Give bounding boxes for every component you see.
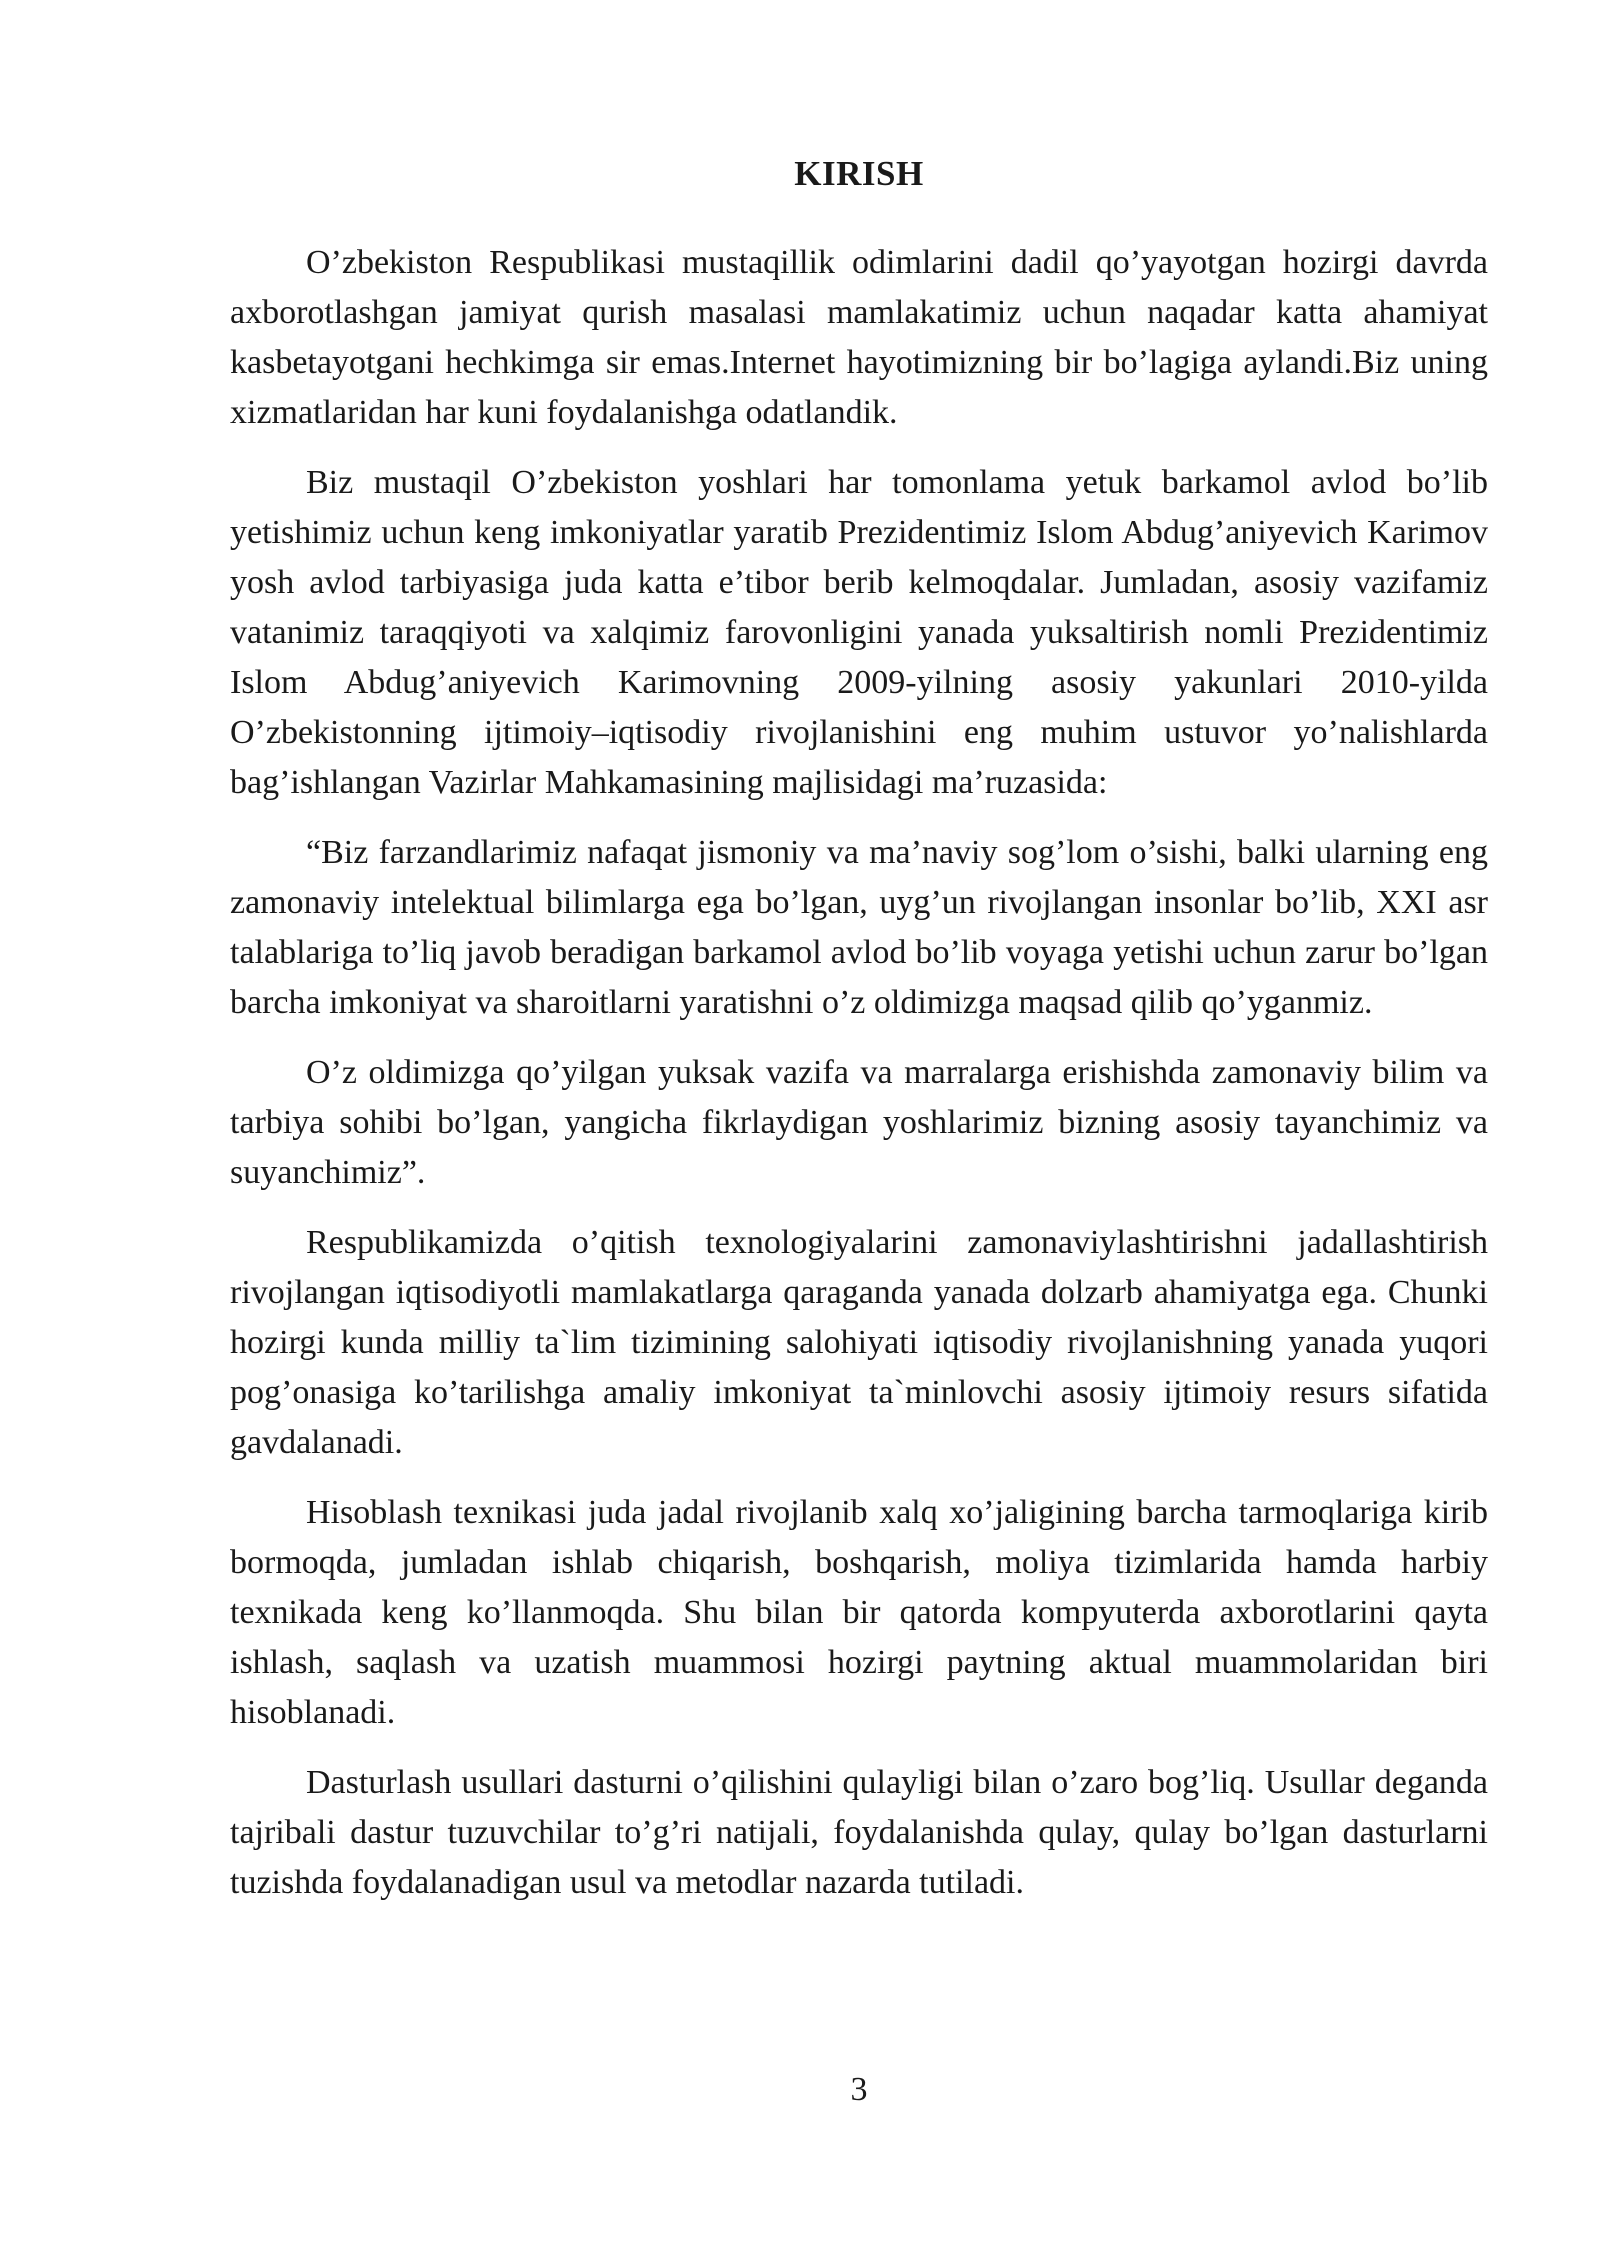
paragraph-7: Dasturlash usullari dasturni o’qilishini qulayligi bilan o’zaro bog’liq. Usullar deganda tajribali dastur tuzuvchilar to’g’ri natijali, foydalanishda qulay, qulay bo’lgan dasturlarni tuzishda foydalanadigan usul va metodlar nazarda tutiladi. <box>230 1764 1488 1901</box>
paragraph-2: Biz mustaqil O’zbekiston yoshlari har tomonlama yetuk barkamol avlod bo’lib yetishimiz uchun keng imkoniyatlar yaratib Prezidentimiz Islom Abdug’aniyevich Karimov yosh avlod tarbiyasiga juda katta e’tibor berib kelmoqdalar. Jumladan, asosiy vazifamiz vatanimiz taraqqiyoti va xalqimiz farovonligini yanada yuksaltirish nomli Prezidentimiz Islom Abdug’aniyevich Karimovning 2009-yilning asosiy yakunlari 2010-yilda O’zbekistonning ijtimoiy–iqtisodiy rivojlanishini eng muhim ustuvor yo’nalishlarda bag’ishlangan Vazirlar Mahkamasining majlisidagi ma’ruzasida: <box>230 464 1488 801</box>
body-text <box>230 238 1488 1928</box>
paragraph-5: Respublikamizda o’qitish texnologiyalarini zamonaviylashtirishni jadallashtirish rivojlangan iqtisodiyotli mamlakatlarga qaraganda yanada dolzarb ahamiyatga ega. Chunki hozirgi kunda milliy ta`lim tizimining salohiyati iqtisodiy rivojlanishning yanada yuqori pog’onasiga ko’tarilishga amaliy imkoniyat ta`minlovchi asosiy ijtimoiy resurs sifatida gavdalanadi. <box>230 1224 1488 1461</box>
paragraph-4-quote: O’z oldimizga qo’yilgan yuksak vazifa va marralarga erishishda zamonaviy bilim va tarbiya sohibi bo’lgan, yangicha fikrlaydigan yoshlarimiz bizning asosiy tayanchimiz va suyanchimiz”. <box>230 1054 1488 1191</box>
paragraph-6: Hisoblash texnikasi juda jadal rivojlanib xalq xo’jaligining barcha tarmoqlariga kirib bormoqda, jumladan ishlab chiqarish, boshqarish, moliya tizimlarida hamda harbiy texnikada keng ko’llanmoqda. Shu bilan bir qatorda kompyuterda axborotlarini qayta ishlash, saqlash va uzatish muammosi hozirgi paytning aktual muammolaridan biri hisoblanadi. <box>230 1494 1488 1731</box>
paragraph-1: O’zbekiston Respublikasi mustaqillik odimlarini dadil qo’yayotgan hozirgi davrda axborotlashgan jamiyat qurish masalasi mamlakatimiz uchun naqadar katta ahamiyat kasbetayotgani hechkimga sir emas.Internet hayotimizning bir bo’lagiga aylandi.Biz uning xizmatlaridan har kuni foydalanishga odatlandik. <box>230 244 1488 431</box>
paragraph-3-quote: “Biz farzandlarimiz nafaqat jismoniy va ma’naviy sog’lom o’sishi, balki ularning eng zamonaviy intelektual bilimlarga ega bo’lgan, uyg’un rivojlangan insonlar bo’lib, XXI asr talablariga to’liq javob beradigan barkamol avlod bo’lib voyaga yetishi uchun zarur bo’lgan barcha imkoniyat va sharoitlarni yaratishni o’z oldimizga maqsad qilib qo’yganmiz. <box>230 834 1488 1021</box>
page-number: 3 <box>850 2071 868 2108</box>
page-title: KIRISH <box>794 154 924 193</box>
